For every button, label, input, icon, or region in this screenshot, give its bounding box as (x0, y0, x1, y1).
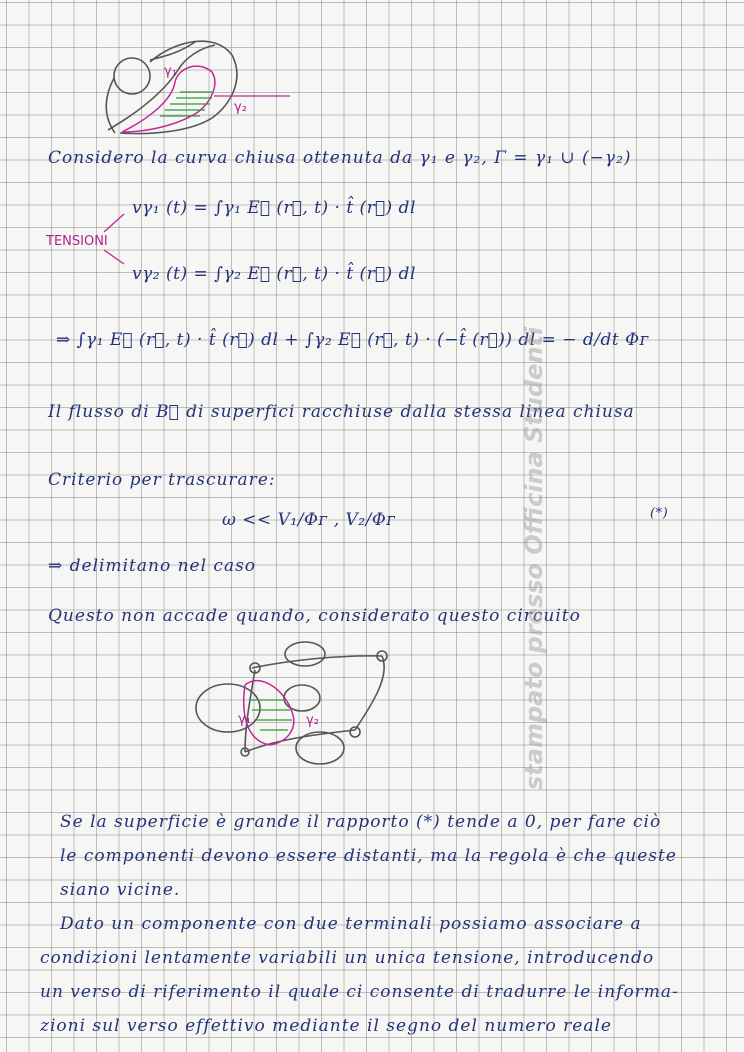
equation-v2: vγ₂ (t) = ∫γ₂ E⃗ (r⃗, t) · t̂ (r⃗) dl (132, 264, 416, 284)
watermark: stampato presso Officina Studenti (520, 326, 548, 790)
equation-criterio: ω << V₁/Φᴦ , V₂/Φᴦ (222, 510, 396, 530)
fig1-label-gamma2: γ₂ (234, 100, 247, 115)
paragraph-line-2: le componenti devono essere distanti, ma la regola è che queste (60, 846, 677, 866)
line-criterio: Criterio per trascurare: (48, 470, 276, 490)
fig2-label-gamma2: γ₂ (306, 713, 319, 728)
paragraph-line-4: Dato un componente con due terminali possiamo associare a (60, 914, 642, 934)
tensioni-arrow-up (104, 214, 124, 232)
line-questo: Questo non accade quando, considerato questo circuito (48, 606, 581, 626)
paragraph-line-7: zioni sul verso effettivo mediante il segno del numero reale (40, 1016, 612, 1036)
paragraph-line-1: Se la superficie è grande il rapporto (*) tende a 0, per fare ciò (60, 812, 662, 832)
paragraph-line-6: un verso di riferimento il quale ci consente di tradurre le informa- (40, 982, 679, 1002)
line-consider: Considero la curva chiusa ottenuta da γ₁ e γ₂, Γ = γ₁ ∪ (−γ₂) (48, 148, 632, 168)
figure-circuit (196, 642, 387, 764)
equation-v1: vγ₁ (t) = ∫γ₁ E⃗ (r⃗, t) · t̂ (r⃗) dl (132, 198, 416, 218)
paragraph-line-3: siano vicine. (60, 880, 181, 900)
label-tensioni: TENSIONI (46, 234, 108, 249)
paragraph-line-5: condizioni lentamente variabili un unica tensione, introducendo (40, 948, 655, 968)
equation-implication: ⇒ ∫γ₁ E⃗ (r⃗, t) · t̂ (r⃗) dl + ∫γ₂ E⃗ (r⃗, t) · (−t̂ (r⃗)) dl = − d/dt Φᴦ (56, 330, 649, 350)
tensioni-arrow-down (104, 250, 124, 264)
equation-star: (*) (650, 506, 669, 521)
fig2-label-gamma1: γ₁ (238, 712, 251, 727)
line-delimitano: ⇒ delimitano nel caso (48, 556, 257, 576)
fig1-component (114, 58, 150, 94)
line-flusso: Il flusso di B⃗ di superfici racchiuse dalla stessa linea chiusa (48, 402, 635, 422)
fig1-label-gamma1: γ₁ (164, 64, 177, 79)
